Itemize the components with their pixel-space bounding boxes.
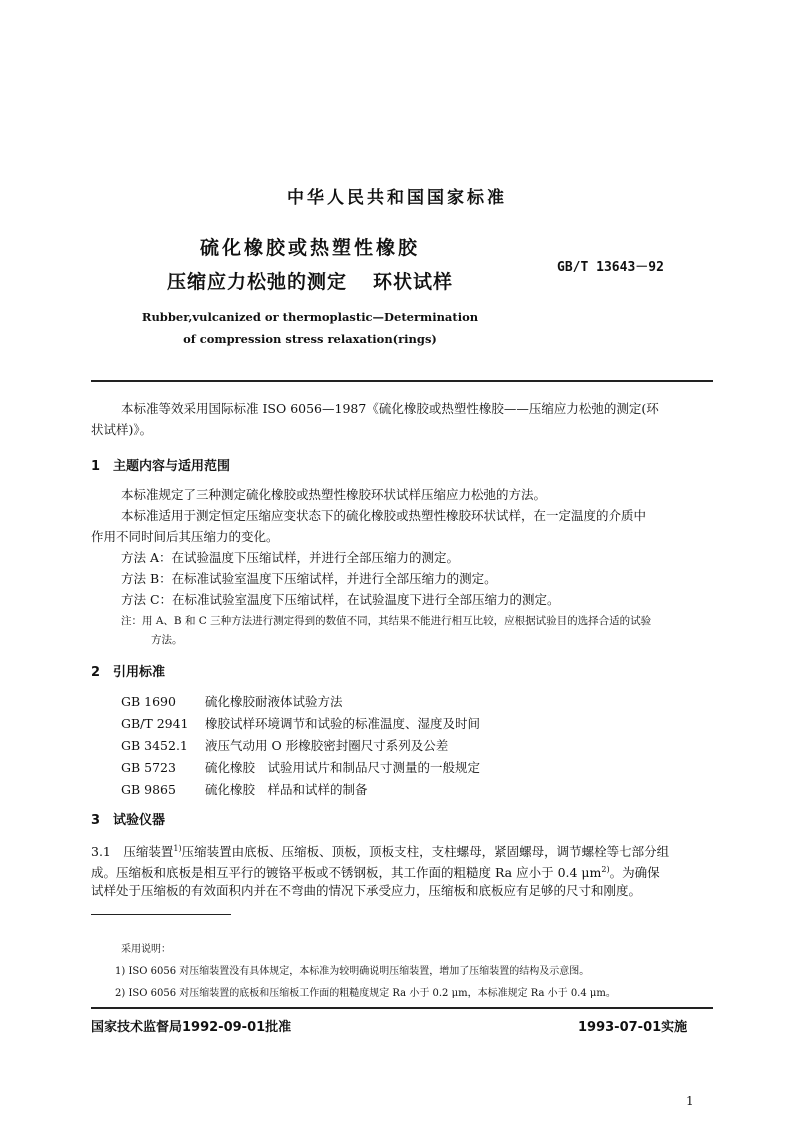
footer-rule [91,1007,713,1009]
standard-code: GB/T 13643－92 [557,260,664,275]
title-cn-line2 [150,267,470,294]
clause-line1-text: 压缩装置由底板、压缩板、顶板，顶板支柱，支柱螺母，紧固螺母，调节螺栓等七部分组 [181,844,670,860]
clause-number: 3.1 [91,844,111,860]
reference-item [121,714,480,732]
section3-heading: 3 试验仪器 [91,813,166,828]
approval-date: 国家技术监督局1992-09-01批准 [91,1020,292,1035]
reference-title: 硫化橡胶 试验用试片和制品尺寸测量的一般规定 [205,760,481,775]
reference-number: GB 1690 [121,694,176,709]
footnote-heading: 采用说明： [121,944,171,955]
reference-title: 橡胶试样环境调节和试验的标准温度、湿度及时间 [205,716,481,731]
reference-title: 硫化橡胶 样品和试样的制备 [205,782,368,797]
method-b: 方法 B：在标准试验室温度下压缩试样，并进行全部压缩力的测定。 [121,571,497,586]
footnote-marker: 2) [601,865,610,874]
footnote-2: 2) ISO 6056 对压缩装置的底板和压缩板工作面的粗糙度规定 Ra 小于 0.2 μm，本标准规定 Ra 小于 0.4 μm。 [115,988,616,999]
intro-line2: 状试样)》。 [91,422,153,437]
page-number: 1 [686,1094,694,1108]
reference-number: GB 9865 [121,782,176,797]
title-en-line2: of compression stress relaxation(rings) [183,332,437,346]
note-line2: 方法。 [151,634,183,646]
reference-item [121,780,368,798]
section1-p1: 本标准规定了三种测定硫化橡胶或热塑性橡胶环状试样压缩应力松弛的方法。 [121,487,547,502]
intro-line1: 本标准等效采用国际标准 ISO 6056—1987《硫化橡胶或热塑性橡胶——压缩应力松弛的测定(环 [121,401,659,416]
reference-number: GB/T 2941 [121,716,189,731]
effective-date: 1993-07-01实施 [578,1020,688,1035]
footnote-1: 1) ISO 6056 对压缩装置没有具体规定，本标准为较明确说明压缩装置，增加了压缩装置的结构及示意图。 [115,966,590,977]
section2-heading: 2 引用标准 [91,665,166,680]
section1-p2-line1: 本标准适用于测定恒定压缩应变状态下的硫化橡胶或热塑性橡胶环状试样，在一定温度的介质中 [121,508,647,523]
reference-item [121,736,448,754]
reference-item [121,758,480,776]
clause-3-1-line3: 试样处于压缩板的有效面积内并在不弯曲的情况下承受应力，压缩板和底板应有足够的尺寸和刚度。 [91,883,642,898]
title-cn-line1: 硫化橡胶或热塑性橡胶 [199,237,420,259]
reference-title: 硫化橡胶耐液体试验方法 [205,694,343,709]
clause-line2-tail: 。为确保 [609,865,660,881]
clause-line2-text: 成。压缩板和底板是相互平行的镀铬平板或不锈钢板，其工作面的粗糙度 Ra 应小于 0.4 μm [91,865,602,881]
clause-term: 压缩装置 [123,844,174,860]
footnote-separator [91,914,231,915]
reference-item [121,692,343,710]
title-cn-line2-a: 压缩应力松弛的测定 [166,271,347,293]
method-a: 方法 A：在试验温度下压缩试样，并进行全部压缩力的测定。 [121,550,460,565]
title-cn-line2-b: 环状试样 [373,271,454,293]
reference-number: GB 5723 [121,760,176,775]
reference-title: 液压气动用 O 形橡胶密封圈尺寸系列及公差 [205,738,449,753]
header-rule [91,380,713,382]
reference-number: GB 3452.1 [121,738,188,753]
footnote-marker: 1) [173,844,182,853]
method-c: 方法 C：在标准试验室温度下压缩试样，在试验温度下进行全部压缩力的测定。 [121,592,560,607]
national-standard-label: 中华人民共和国国家标准 [287,188,507,208]
title-en-line1: Rubber,vulcanized or thermoplastic—Determination [141,310,479,324]
note-line1: 注：用 A、B 和 C 三种方法进行测定得到的数值不同，其结果不能进行相互比较，应根据试验目的选择合适的试验 [121,615,652,627]
section1-heading: 1 主题内容与适用范围 [91,459,231,474]
section1-p2-line2: 作用不同时间后其压缩力的变化。 [91,529,279,544]
